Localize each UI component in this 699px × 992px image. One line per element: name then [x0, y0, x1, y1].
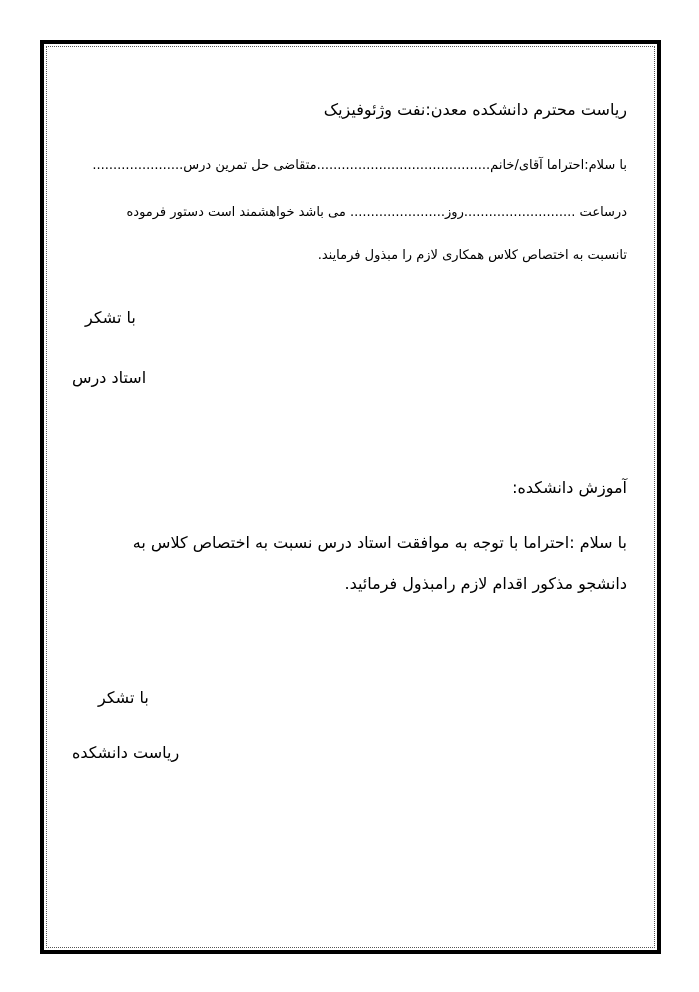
education-line-2: دانشجو مذکور اقدام لازم رامبذول فرمائید. — [344, 574, 627, 593]
dean-signature: ریاست دانشکده — [72, 743, 180, 762]
letter-title: ریاست محترم دانشکده معدن:نفت وژئوفیزیک — [323, 100, 627, 119]
request-line-2: درساعت ...........................روز....................... می باشد خواهشمند است دستور فرموده — [126, 205, 627, 220]
education-title: آموزش دانشکده: — [512, 478, 627, 497]
request-line-3: تانسبت به اختصاص کلاس همکاری لازم را مبذول فرمایند. — [317, 248, 627, 263]
closing-thanks-1: با تشکر — [85, 308, 136, 327]
teacher-signature: استاد درس — [72, 368, 147, 387]
request-line-1: با سلام:احتراما آقای/خانم..........................................متقاضی حل تمرین درس...................... — [92, 158, 627, 173]
closing-thanks-2: با تشکر — [98, 688, 149, 707]
education-line-1: با سلام :احتراما با توجه به موافقت استاد درس نسبت به اختصاص کلاس به — [132, 533, 627, 552]
